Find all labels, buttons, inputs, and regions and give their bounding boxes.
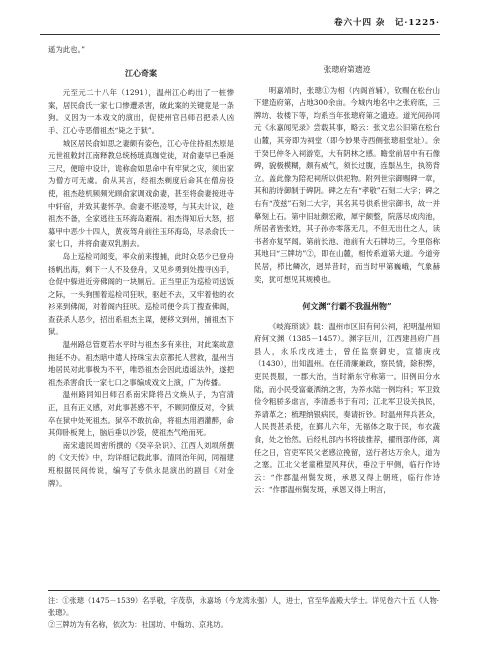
lead-line: 遥为此也。” <box>48 45 86 54</box>
paragraph: 南宋遗民周密所撰的《癸辛杂识》、江西人刘埙所撰的《文天传》中，均详细记载此事。清同治年间，同福建班根据民间传说，编写了专供永昆演出的剧目《对金牌》。 <box>48 440 234 488</box>
section-title-jiangxin: 江心奇案 <box>125 67 157 78</box>
left-column <box>48 44 234 490</box>
paragraph: 《岐海琐谈》载：温州市区旧有何公祠，祀明温州知府何文渊（1385－1457）。渊字巨川，江西建昌府广昌县人，永乐戊戌进士，曾任监察御史，宣德庚戌（1430），出知温州。在任清廉兼政，察民情，除积弊，吏民畏服，一郡大治，当时渐东守称第一。旧例田分水陆，而小民受富豪洒纳之害，为养水陆一例均科；军卫致俭令粗骄多虐言，李清悉书于有司；江北军卫设关执民，养请革之；梳理纳银病民，奏请折钞。时温州拜兵甚众，人民畏甚杀使，在鄞儿六年，无福体之取于民，布衣蔬食，处之怡然。后经札部内书将拔推荐，擢刑部侍郎，离任之日，官吏军民父老感泣挽留，送行者达万余人，道为之塞。江北父老童稚望风拜伏，垂泣于甲侧，临行作诗云：“作郡温州鬓发斑，承恩又得上朝班，临行作诗云：“作郡温州鬓发斑，承恩又得上明言， <box>254 321 440 495</box>
paragraph: 温州路总管夏若水平时与祖杰多有来往，对此案故意拖延不办。祖杰暗中遣人持珠宝去京都托人营救，温州当地居民对此事极为不平，唯恐祖杰会因此逍遥法外，遂把祖杰杀害俞氏一家七口之事编成戏文上演，广为传播。 <box>48 340 234 387</box>
paragraph: 明嘉靖时，张璁①为相（内阁首辅），钦赐在松台山下建造府第，占地300余亩。今城内地名中之张府底，三牌坊、妆楼下等，均系当年张璁府第之遗迹。道光间孙同元《永嘉闻见录》尝载其事，略云：张文忠公旧第在松台山麓，其旁即为祠堂（即今妙果寺西侧张璁祖堂址）。余于癸巳仲冬入祠游览，大有阴林之感。瞻堂前居中有石像碑，貌极模糊，颇有威气，须长过腹，连鬃丛生，执笏背立。盖此像为陪祀祠所以供祀物。附列世宗御赐碑一章，其和韵诗御制于碑阴。碑之左有“孝敬”石刻二大字；碑之右有“茂兹”石刻二大字，其名其号供系世宗御书，故一并摹刻上石。第中旧址颇宏敞，犀宇颇整，院落尽成肉池，所居者皆张姓，其子孙亦零落无几，不但无出仕之人，读书者亦复罕闻。第前长池、池前有大石牌坊三，今里俗称其地曰“三牌坊”②，即在山麓，相传系道第大道。今道旁民居，栉比鳞次，迥异昔时，而当时甲第巍峨，气象赫奕，犹可想见其规模也。 <box>254 85 440 284</box>
footnote-2: ②三牌坊为有名称，依次为：社国坊、中翰坊、京兆坊。 <box>48 620 228 629</box>
footnote-1: 注：①张璁（1475－1539）名孚敬，字茂恭，永嘉场（今龙湾永强）人，进士，官至华盖殿大学士。详见卷六十五《人物·张璁》。 <box>48 596 440 617</box>
paragraph: 元至元二十八年（1291），温州江心屿出了一桩惨案，居民俞氏一家七口惨遭杀害，破此案的关键竟是一条狗。义因为一本戏文的演出，促使州官吕师召把杀人凶手、江心寺恶僧祖杰“毙之于狱”。 <box>48 88 234 135</box>
paragraph: 岛上巡检司闻变，率众前来搜捕，此时众恶少已登舟扬帆出海，剩下一人不及登舟，又见乡勇到处搜寻凶手，仓促中躲进近旁佛阁的一块厕后。正当里正为巡检司送饭之际，一头狗围着巡检司狂吠，驱赶不去，又牢着他的衣衫来到佛阁，对着阁内狂吠。巡检司便令兵丁搜查佛阁，查获杀人恶少，招出系祖杰主谋，便移文到州，捕祖杰下狱。 <box>48 251 234 337</box>
page-header <box>40 14 440 35</box>
running-header: 卷六十四 杂 记·1225· <box>333 18 440 28</box>
paragraph: 温州路同知吕师召系南宋降将吕文焕从子，为官清正，且有正义感，对此事甚感不平，不顾同僚反对，令狱卒在狱中处死祖杰。狱卒不敢抗命，将祖杰用酒灌醉，命其仰卧板凳上，脑后垂以沙袋，使祖杰气绝而死。 <box>48 390 234 438</box>
paragraph: 城区居民俞如思之妻颇有姿色，江心寺住持祖杰原是元世祖敕封江南释教总统杨琏真珈党徒，对俞妻早已垂涎三尺，便暗中设计，诡称俞如思命中有牢狱之灾，须出家为僧方可无虞。俞从其言，经祖杰剃度后命其在僧房役使，祖杰趁机频频光顾俞家调戏俞妻，甚至将俞妻接进寺中轩宿，并致其妻怀孕。俞妻不堪凌辱，与其夫计议，趁祖杰不备，全家逃往玉环海岛避祸。祖杰得知后大怒，招募甲中恶少十四人，黄夜驾舟前往玉环海岛，尽杀俞氏一家七口，并将俞妻双乳割去。 <box>48 138 234 249</box>
footnotes <box>48 590 440 631</box>
section-title-hewenyuan: 何文渊“行霸不我温州物” <box>302 301 392 312</box>
section-title-zhangcong: 张璁府第遗迹 <box>323 65 371 74</box>
right-column <box>254 44 440 497</box>
